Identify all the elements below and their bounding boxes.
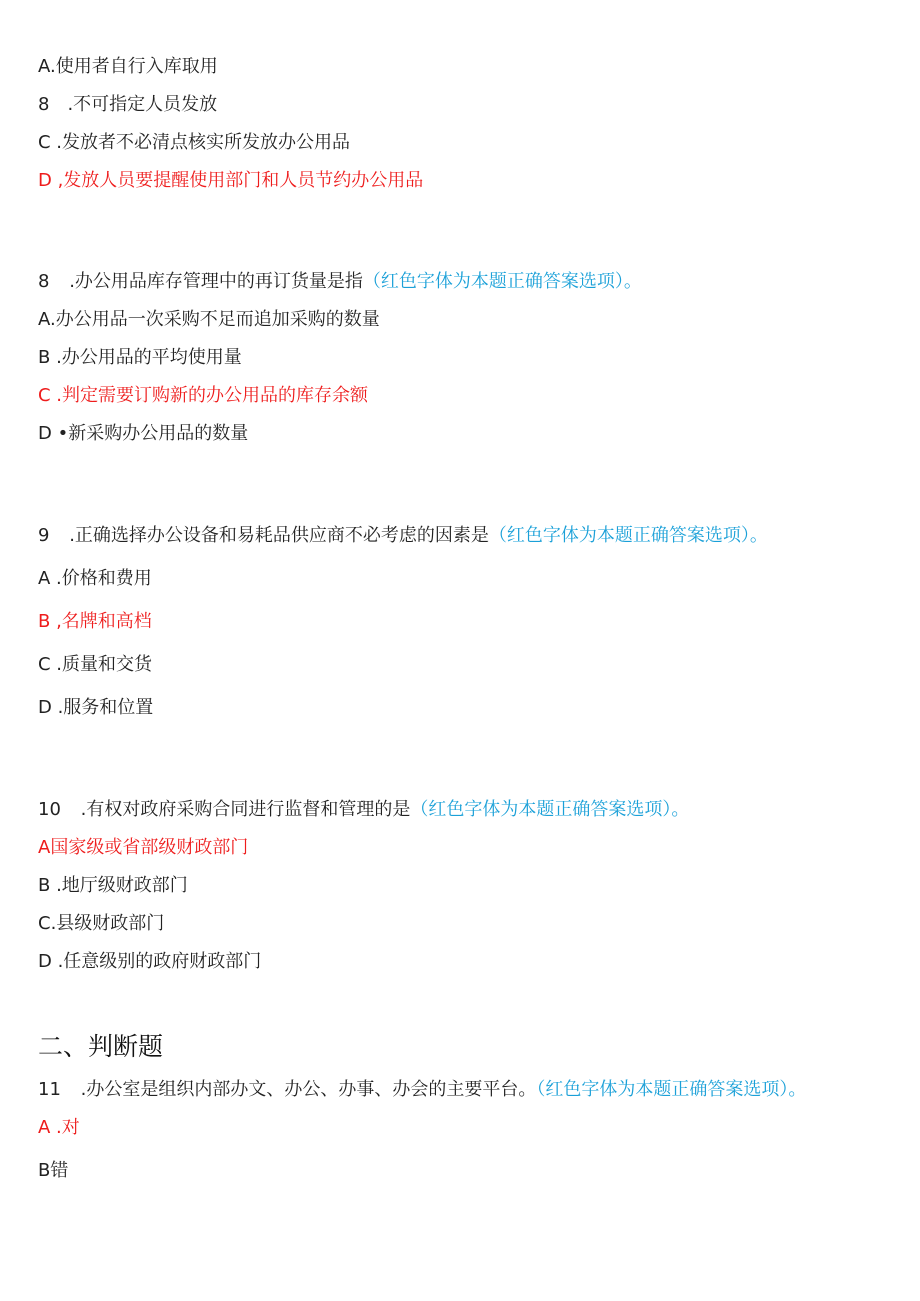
q10-option-c: C.县级财政部门: [38, 913, 165, 934]
q9-hint: （红色字体为本题正确答案选项）。: [488, 525, 768, 546]
q11-question: [38, 1078, 806, 1102]
q8-option-c-answer: C .判定需要订购新的办公用品的库存余额: [38, 385, 369, 406]
q8-number: 8: [38, 271, 50, 292]
q9-stem: .正确选择办公设备和易耗品供应商不必考虑的因素是: [69, 525, 489, 546]
q9-option-c: C .质量和交货: [38, 654, 153, 675]
q9-option-b-answer: B ,名牌和高档: [38, 611, 152, 632]
q8-option-d: D •新采购办公用品的数量: [38, 423, 249, 444]
q9-number: 9: [38, 525, 50, 546]
q10-option-d: D .任意级别的政府财政部门: [38, 951, 262, 972]
q7-option-b: 8 .不可指定人员发放: [38, 94, 218, 115]
q10-option-b: B .地厅级财政部门: [38, 875, 188, 896]
q9-option-d: D .服务和位置: [38, 697, 154, 718]
q8-hint: （红色字体为本题正确答案选项）。: [362, 271, 642, 292]
q8-option-a: A.办公用品一次采购不足而追加采购的数量: [38, 309, 380, 330]
q8-option-b: B .办公用品的平均使用量: [38, 347, 242, 368]
q11-option-b: B错: [38, 1160, 69, 1181]
section-heading-true-false: 二、判断题: [38, 1032, 164, 1061]
q10-number: 10: [38, 799, 61, 820]
q7-option-c: C .发放者不必清点核实所发放办公用品: [38, 132, 351, 153]
q7-option-d-answer: D ,发放人员要提醒使用部门和人员节约办公用品: [38, 170, 424, 191]
q11-stem: .办公室是组织内部办文、办公、办事、办会的主要平台。: [80, 1079, 537, 1100]
q9-option-a: A .价格和费用: [38, 568, 152, 589]
q10-hint: （红色字体为本题正确答案选项）。: [410, 799, 690, 820]
q10-question: [38, 798, 689, 822]
q8-stem: .办公用品库存管理中的再订货量是指: [69, 271, 363, 292]
q10-option-a-answer: A国家级或省部级财政部门: [38, 837, 249, 858]
q10-stem: .有权对政府采购合同进行监督和管理的是: [80, 799, 411, 820]
q7-option-a: A.使用者自行入库取用: [38, 56, 218, 77]
q8-question: [38, 270, 642, 294]
q9-question: [38, 524, 768, 548]
q11-number: 11: [38, 1079, 61, 1100]
q11-option-a-answer: A .对: [38, 1117, 80, 1138]
q11-hint: （红色字体为本题正确答案选项）。: [536, 1079, 807, 1100]
